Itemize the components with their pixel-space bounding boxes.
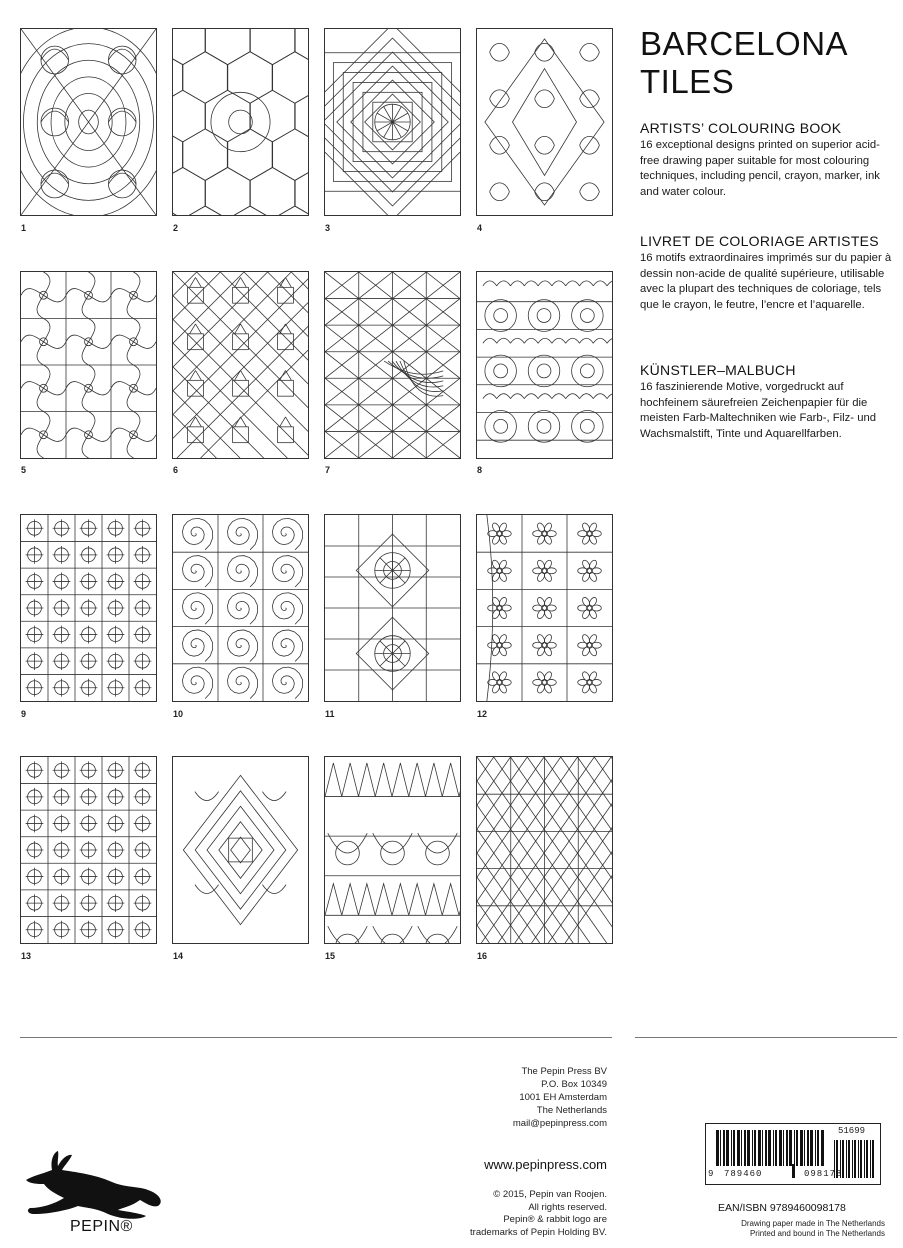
copyright-line: Pepin® & rabbit logo are: [503, 1214, 607, 1225]
ean-isbn: EAN/ISBN 9789460098178: [718, 1202, 846, 1214]
copyright-line: All rights reserved.: [528, 1201, 607, 1213]
tile-pattern-4: [477, 29, 612, 215]
barcode-price-code: 51699: [838, 1126, 866, 1136]
tile-thumbnail-5: [20, 271, 157, 459]
rabbit-logo-icon: [22, 1150, 167, 1222]
description-heading: ARTISTS’ COLOURING BOOK: [640, 120, 842, 136]
address-line: The Pepin Press BV: [521, 1066, 607, 1077]
tile-number-4: 4: [477, 223, 483, 233]
tile-pattern-14: [173, 757, 308, 943]
tile-number-8: 8: [477, 465, 483, 475]
tile-pattern-6: [173, 272, 308, 458]
publisher-logo-text: PEPIN®: [70, 1218, 133, 1235]
book-title-line1: BARCELONA: [640, 25, 849, 62]
tile-pattern-8: [477, 272, 612, 458]
tile-number-16: 16: [477, 951, 488, 961]
tile-pattern-5: [21, 272, 156, 458]
description-english: [640, 120, 895, 200]
tile-pattern-3: [325, 29, 460, 215]
tile-number-12: 12: [477, 709, 488, 719]
barcode-right-digits: 098178: [804, 1169, 843, 1179]
address-line: 1001 EH Amsterdam: [519, 1092, 607, 1103]
tile-number-3: 3: [325, 223, 331, 233]
tile-thumbnail-6: [172, 271, 309, 459]
production-line: Drawing paper made in The Netherlands: [741, 1219, 885, 1228]
tile-thumbnail-3: [324, 28, 461, 216]
description-heading: LIVRET DE COLORIAGE ARTISTES: [640, 233, 879, 249]
description-body: 16 exceptional designs printed on superior acid-free drawing paper suitable for most colouring techniques, including pencil, crayon, marker, ink and water colour.: [640, 139, 880, 198]
tile-pattern-1: [21, 29, 156, 215]
tile-thumbnail-7: [324, 271, 461, 459]
copyright-line: trademarks of Pepin Holding BV.: [470, 1226, 607, 1238]
tile-pattern-7: [325, 272, 460, 458]
description-french: [640, 233, 895, 313]
description-german: [640, 362, 895, 442]
tile-thumbnail-12: [476, 514, 613, 702]
tile-number-2: 2: [173, 223, 179, 233]
tile-thumbnail-11: [324, 514, 461, 702]
production-line: Printed and bound in The Netherlands: [749, 1229, 885, 1238]
tile-thumbnail-15: [324, 756, 461, 944]
publisher-address: [513, 1065, 607, 1130]
tile-number-6: 6: [173, 465, 179, 475]
tile-number-11: 11: [325, 709, 335, 719]
divider-right: [635, 1037, 897, 1038]
tile-thumbnail-14: [172, 756, 309, 944]
tile-pattern-2: [173, 29, 308, 215]
barcode: [705, 1123, 881, 1185]
tile-thumbnail-13: [20, 756, 157, 944]
book-title: [640, 25, 890, 101]
tile-number-10: 10: [173, 709, 184, 719]
tile-pattern-10: [173, 515, 308, 701]
email-link[interactable]: mail@pepinpress.com: [512, 1118, 607, 1129]
tile-number-5: 5: [21, 465, 27, 475]
tile-number-14: 14: [173, 951, 184, 961]
tile-pattern-16: [477, 757, 612, 943]
tile-number-1: 1: [21, 223, 27, 233]
copyright-line: © 2015, Pepin van Roojen.: [493, 1189, 607, 1200]
divider-left: [20, 1037, 612, 1038]
tile-number-13: 13: [21, 951, 32, 961]
tile-thumbnail-4: [476, 28, 613, 216]
address-line: The Netherlands: [536, 1105, 607, 1116]
website-link[interactable]: www.pepinpress.com: [484, 1157, 607, 1172]
tile-pattern-13: [21, 757, 156, 943]
description-body: 16 faszinierende Motive, vorgedruckt auf hochfeinem säurefreien Zeichenpapier für die meisten Farb-Maltechniken wie Farb-, Filz- und Wachsmalstift, Tinte und Aquarellfarben.: [640, 381, 877, 440]
tile-pattern-11: [325, 515, 460, 701]
tile-thumbnail-9: [20, 514, 157, 702]
tile-thumbnail-2: [172, 28, 309, 216]
tile-pattern-9: [21, 515, 156, 701]
book-title-line2: TILES: [640, 63, 735, 100]
barcode-first-digit: 9: [708, 1169, 714, 1179]
tile-number-7: 7: [325, 465, 331, 475]
tile-number-15: 15: [325, 951, 336, 961]
production-notice: [741, 1219, 885, 1239]
tile-thumbnail-1: [20, 28, 157, 216]
tile-pattern-12: [477, 515, 612, 701]
copyright-notice: [470, 1189, 607, 1239]
tile-pattern-15: [325, 757, 460, 943]
tile-thumbnail-10: [172, 514, 309, 702]
description-body: 16 motifs extraordinaires imprimés sur du papier à dessin non-acide de qualité supérieure, utilisable avec la plupart des techniques de coloriage, tels que le crayon, le feutre, l’encre et l’aquarelle.: [640, 252, 892, 311]
tile-thumbnail-16: [476, 756, 613, 944]
barcode-left-digits: 789460: [724, 1169, 763, 1179]
tile-number-9: 9: [21, 709, 27, 719]
address-line: P.O. Box 10349: [541, 1079, 607, 1090]
tile-thumbnail-8: [476, 271, 613, 459]
description-heading: KÜNSTLER–MALBUCH: [640, 362, 796, 378]
